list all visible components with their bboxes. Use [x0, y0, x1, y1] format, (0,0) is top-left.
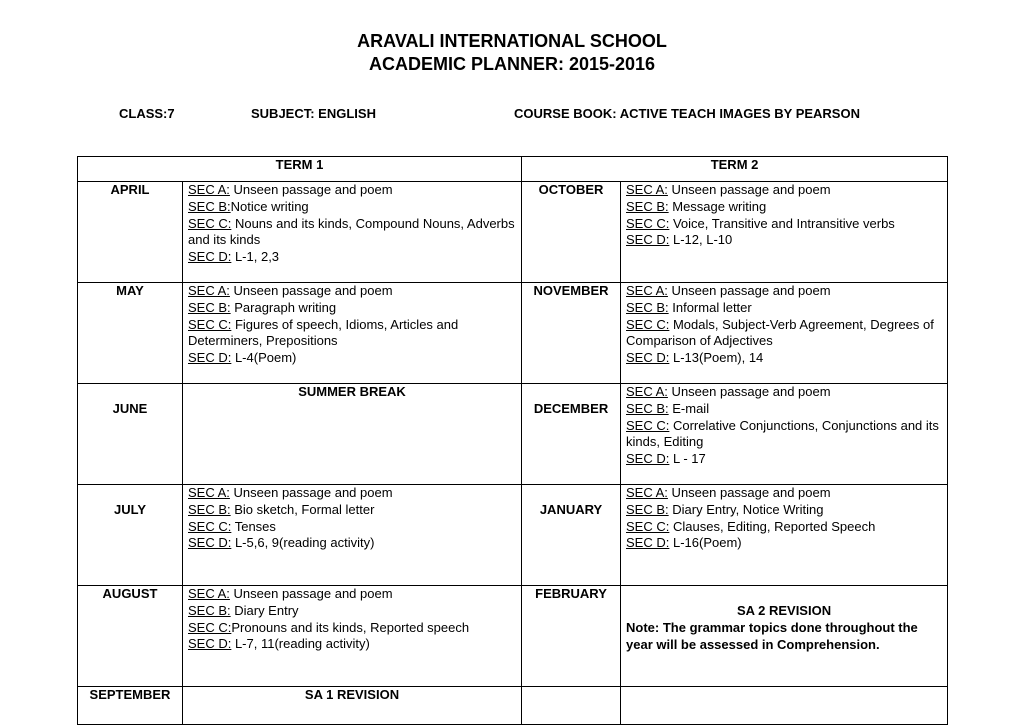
- section-text: Message writing: [668, 198, 767, 214]
- section-line: [188, 502, 516, 519]
- section-label: SEC D:: [626, 535, 670, 551]
- month-cell: OCTOBER: [522, 182, 621, 283]
- planner-table: [77, 156, 948, 725]
- term1-content: [183, 485, 522, 586]
- section-line: [188, 535, 516, 552]
- section-label: SEC A:: [626, 485, 668, 500]
- section-label: SEC A:: [188, 586, 230, 601]
- planner-title: ACADEMIC PLANNER: 2015-2016: [368, 54, 656, 74]
- term1-content: [183, 283, 522, 384]
- month-cell: APRIL: [78, 182, 183, 283]
- section-line: [626, 216, 942, 233]
- section-label: SEC D:: [626, 451, 670, 467]
- section-text: Unseen passage and poem: [229, 485, 393, 500]
- section-label: SEC B:: [626, 501, 669, 517]
- section-text: L-4(Poem): [231, 350, 297, 366]
- section-text: Bio sketch, Formal letter: [230, 501, 375, 517]
- table-row: [78, 384, 948, 485]
- section-line: [188, 636, 516, 653]
- term2-content: [621, 485, 948, 586]
- section-text: L-16(Poem): [669, 535, 742, 551]
- section-text: Unseen passage and poem: [667, 283, 831, 298]
- table-row: [78, 687, 948, 725]
- month-cell: JANUARY: [522, 485, 621, 586]
- month-cell: JULY: [78, 485, 183, 586]
- section-label: SEC C:: [188, 215, 232, 231]
- section-text: Voice, Transitive and Intransitive verbs: [669, 215, 895, 231]
- section-line: [188, 586, 516, 603]
- section-line: [188, 199, 516, 216]
- section-text: L-7, 11(reading activity): [231, 636, 370, 652]
- table-row: [78, 283, 948, 384]
- term2-content: [621, 586, 948, 687]
- section-line: [188, 317, 516, 351]
- section-line: [188, 485, 516, 502]
- section-label: SEC A:: [626, 384, 668, 399]
- section-line: [626, 350, 942, 367]
- section-label: SEC C:: [626, 417, 670, 433]
- empty-cell: [621, 687, 948, 725]
- note-text: Note: The grammar topics done throughout the year will be assessed in Comprehension.: [626, 619, 918, 652]
- section-text: L-1, 2,3: [231, 249, 280, 265]
- section-text: Unseen passage and poem: [229, 182, 393, 197]
- section-line: [188, 182, 516, 199]
- term-header-row: [78, 157, 948, 182]
- section-line: [626, 401, 942, 418]
- section-text: Unseen passage and poem: [667, 182, 831, 197]
- term2-content: [621, 182, 948, 283]
- section-text: Informal letter: [668, 299, 752, 315]
- section-text: Figures of speech, Idioms, Articles and Determiners, Prepositions: [188, 316, 459, 349]
- revision-label: SA 1 REVISION: [183, 687, 522, 725]
- section-line: [626, 384, 942, 401]
- section-text: E-mail: [668, 400, 710, 416]
- term1-content: [183, 182, 522, 283]
- course-book-label: COURSE BOOK: ACTIVE TEACH IMAGES BY PEARSON: [514, 106, 860, 121]
- section-line: [626, 317, 942, 351]
- term1-header: TERM 1: [78, 157, 522, 182]
- section-line: [188, 603, 516, 620]
- term1-content: [183, 586, 522, 687]
- section-label: SEC C:: [626, 518, 670, 534]
- section-label: SEC C:: [188, 518, 232, 534]
- month-cell: NOVEMBER: [522, 283, 621, 384]
- section-label: SEC D:: [188, 636, 232, 652]
- section-line: [188, 350, 516, 367]
- section-line: [188, 519, 516, 536]
- revision-label: SA 2 REVISION: [736, 603, 832, 618]
- section-label: SEC B:: [188, 602, 231, 618]
- section-text: Tenses: [231, 518, 276, 534]
- section-label: SEC B:: [188, 299, 231, 315]
- section-line: [626, 199, 942, 216]
- section-label: SEC B:: [626, 198, 669, 214]
- section-line: [626, 283, 942, 300]
- month-cell: MAY: [78, 283, 183, 384]
- section-line: [188, 620, 516, 637]
- term2-content: [621, 384, 948, 485]
- month-cell: FEBRUARY: [522, 586, 621, 687]
- month-cell: AUGUST: [78, 586, 183, 687]
- section-text: L - 17: [669, 451, 706, 467]
- month-cell: DECEMBER: [522, 384, 621, 485]
- section-label: SEC A:: [188, 182, 230, 197]
- section-text: Nouns and its kinds, Compound Nouns, Adverbs and its kinds: [188, 215, 515, 248]
- section-line: [626, 418, 942, 452]
- section-label: SEC B:: [626, 299, 669, 315]
- section-label: SEC C:: [188, 619, 232, 635]
- subject-label: SUBJECT: ENGLISH: [251, 106, 376, 121]
- section-line: [188, 249, 516, 266]
- section-text: Unseen passage and poem: [229, 586, 393, 601]
- section-label: SEC B:: [626, 400, 669, 416]
- section-label: SEC C:: [626, 215, 670, 231]
- section-text: Pronouns and its kinds, Reported speech: [231, 619, 470, 635]
- section-line: [188, 300, 516, 317]
- section-line: [626, 502, 942, 519]
- section-label: SEC A:: [626, 283, 668, 298]
- section-line: [626, 519, 942, 536]
- section-label: SEC A:: [626, 182, 668, 197]
- section-label: SEC D:: [188, 249, 232, 265]
- section-label: SEC C:: [188, 316, 232, 332]
- summer-break-cell: SUMMER BREAK: [183, 384, 522, 485]
- section-text: L-12, L-10: [669, 232, 733, 248]
- section-label: SEC A:: [188, 283, 230, 298]
- section-line: [188, 216, 516, 250]
- section-line: [626, 300, 942, 317]
- month-cell: JUNE: [78, 384, 183, 485]
- class-label: CLASS:7: [119, 106, 175, 121]
- section-line: [626, 232, 942, 249]
- table-row: [78, 182, 948, 283]
- section-label: SEC A:: [188, 485, 230, 500]
- term2-content: [621, 283, 948, 384]
- section-line: [626, 535, 942, 552]
- table-row: [78, 485, 948, 586]
- section-line: [188, 283, 516, 300]
- section-label: SEC D:: [188, 350, 232, 366]
- section-text: Clauses, Editing, Reported Speech: [669, 518, 876, 534]
- section-label: SEC D:: [188, 535, 232, 551]
- section-label: SEC B:: [188, 501, 231, 517]
- section-label: SEC C:: [626, 316, 670, 332]
- section-text: Unseen passage and poem: [667, 485, 831, 500]
- section-label: SEC B:: [188, 198, 231, 214]
- section-text: Notice writing: [230, 198, 309, 214]
- term2-header: TERM 2: [522, 157, 948, 182]
- section-label: SEC D:: [626, 350, 670, 366]
- section-text: L-13(Poem), 14: [669, 350, 764, 366]
- month-cell: SEPTEMBER: [78, 687, 183, 725]
- section-text: L-5,6, 9(reading activity): [231, 535, 375, 551]
- section-line: [626, 182, 942, 199]
- section-text: Modals, Subject-Verb Agreement, Degrees of Comparison of Adjectives: [626, 316, 934, 349]
- section-text: Unseen passage and poem: [229, 283, 393, 298]
- section-text: Diary Entry: [230, 602, 299, 618]
- empty-cell: [522, 687, 621, 725]
- section-line: [626, 485, 942, 502]
- section-text: Correlative Conjunctions, Conjunctions and its kinds, Editing: [626, 417, 939, 450]
- table-row: [78, 586, 948, 687]
- section-text: Diary Entry, Notice Writing: [668, 501, 824, 517]
- section-label: SEC D:: [626, 232, 670, 248]
- school-name: ARAVALI INTERNATIONAL SCHOOL: [357, 31, 667, 51]
- section-line: [626, 451, 942, 468]
- section-text: Unseen passage and poem: [667, 384, 831, 399]
- section-text: Paragraph writing: [230, 299, 337, 315]
